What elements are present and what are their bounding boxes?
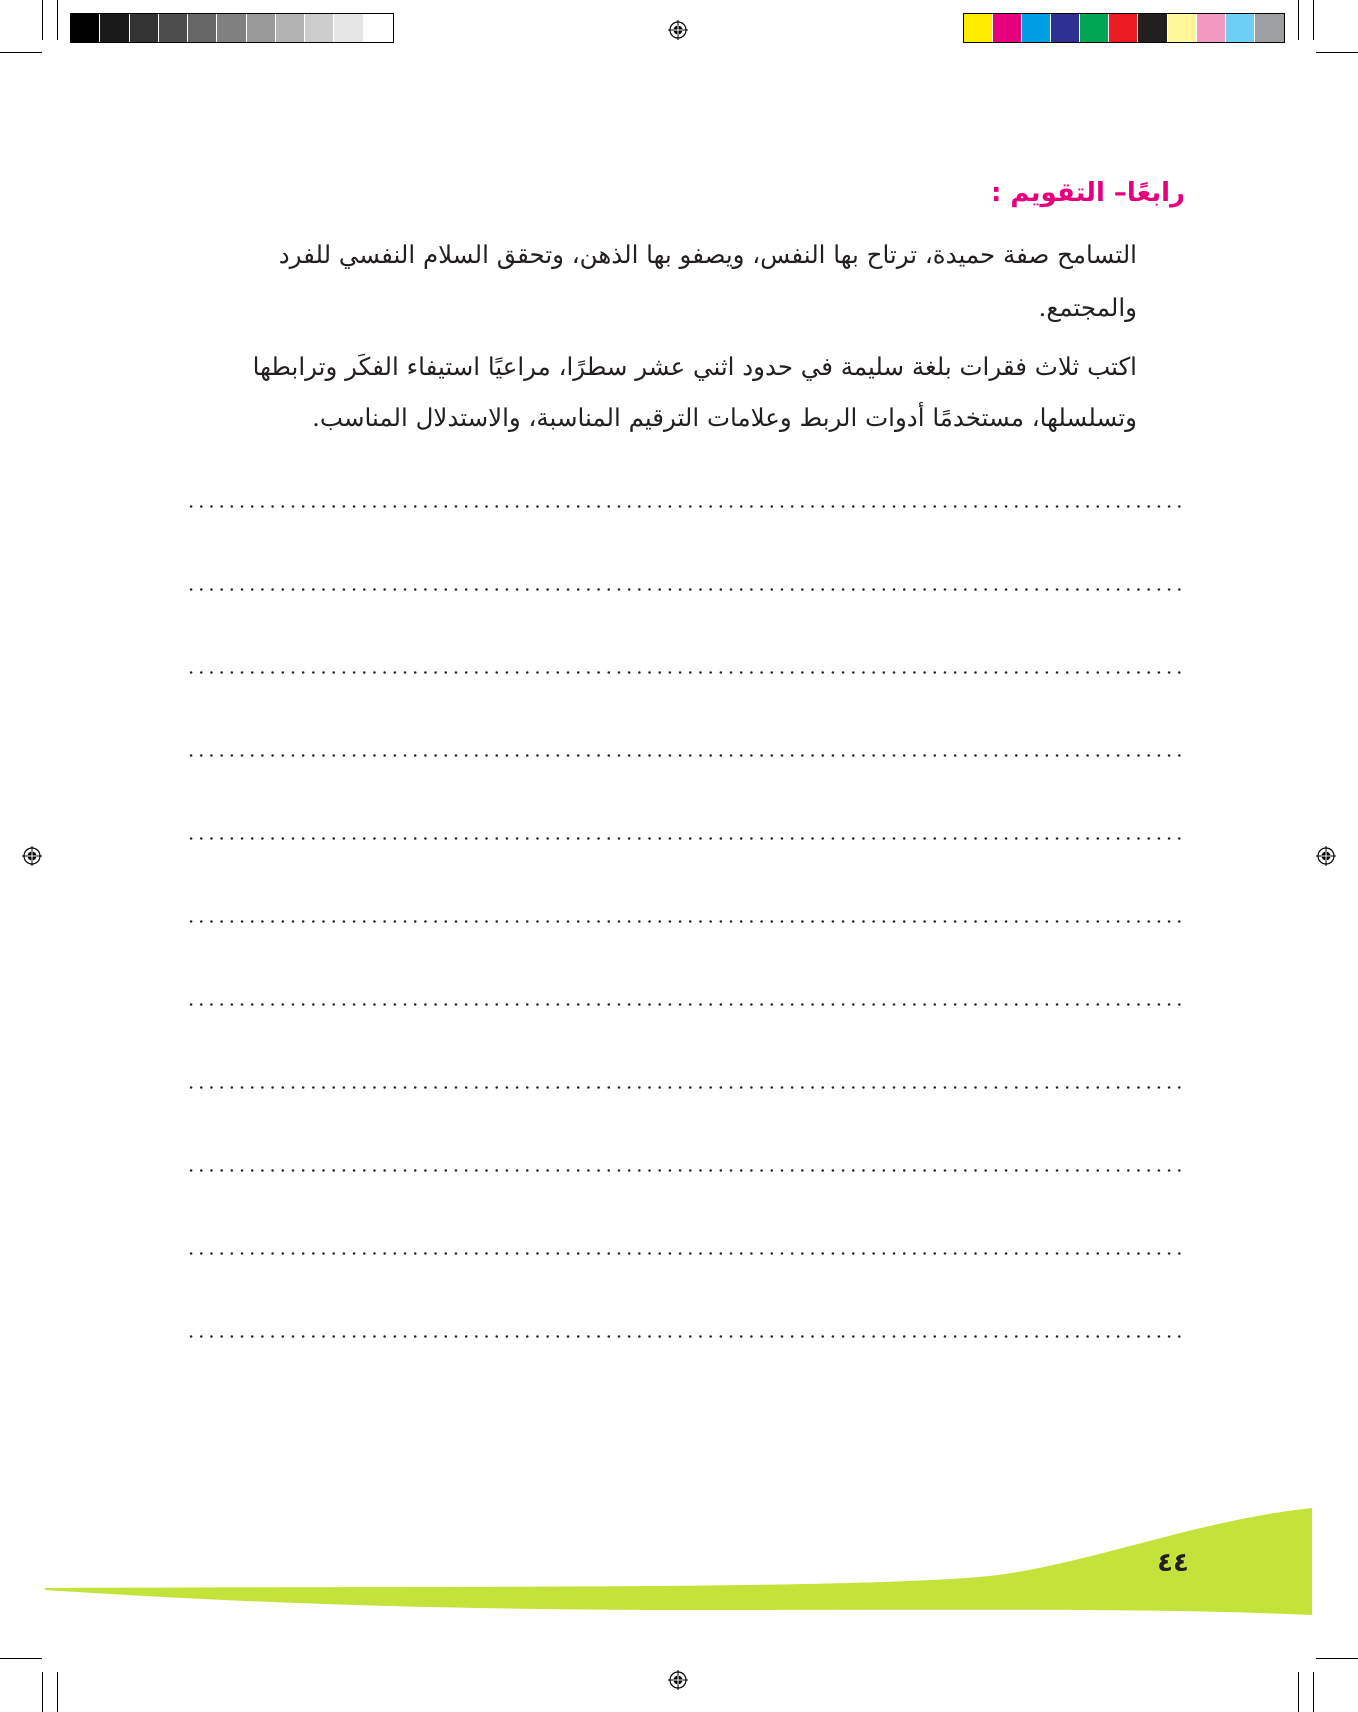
- color-swatch: [1051, 14, 1080, 42]
- answer-line[interactable]: [186, 1003, 1188, 1006]
- answer-line[interactable]: [186, 754, 1188, 757]
- crop-mark-bottom-left-v: [42, 1672, 43, 1712]
- color-swatch: [1168, 14, 1197, 42]
- grayscale-swatch: [276, 14, 305, 42]
- color-swatch: [964, 14, 993, 42]
- color-swatch: [1226, 14, 1255, 42]
- color-calibration-bar: [963, 13, 1285, 43]
- intro-line-2: والمجتمع.: [1038, 293, 1137, 322]
- crop-mark-top-left-v2: [57, 0, 58, 40]
- registration-mark-top-icon: [668, 20, 688, 40]
- answer-line[interactable]: [186, 1086, 1188, 1089]
- color-swatch: [1197, 14, 1226, 42]
- crop-mark-top-right-v: [1298, 0, 1299, 40]
- instruction-line-1: اكتب ثلاث فقرات بلغة سليمة في حدود اثني عشر سطرًا، مراعيًا استيفاء الفكَر وترابطها: [252, 352, 1137, 381]
- crop-mark-bottom-right-v2: [1313, 1672, 1314, 1712]
- instruction-line-2: وتسلسلها، مستخدمًا أدوات الربط وعلامات الترقيم المناسبة، والاستدلال المناسب.: [312, 403, 1137, 432]
- color-swatch: [1138, 14, 1167, 42]
- grayscale-swatch: [71, 14, 100, 42]
- crop-mark-top-left-v: [42, 0, 43, 40]
- intro-line-1: التسامح صفة حميدة، ترتاح بها النفس، ويصفو بها الذهن، وتحقق السلام النفسي للفرد: [278, 240, 1137, 269]
- grayscale-swatch: [364, 14, 393, 42]
- crop-mark-bottom-left-h: [0, 1658, 42, 1659]
- color-swatch: [1080, 14, 1109, 42]
- registration-mark-left-icon: [22, 846, 42, 866]
- grayscale-swatch: [130, 14, 159, 42]
- grayscale-swatch: [247, 14, 276, 42]
- answer-line[interactable]: [186, 1335, 1188, 1338]
- grayscale-swatch: [334, 14, 363, 42]
- answer-line[interactable]: [186, 588, 1188, 591]
- registration-mark-bottom-icon: [668, 1670, 688, 1690]
- color-swatch: [1022, 14, 1051, 42]
- page-number: ٤٤: [1157, 1548, 1189, 1578]
- grayscale-swatch: [159, 14, 188, 42]
- crop-mark-top-right-h: [1316, 52, 1358, 53]
- crop-mark-top-left-h: [0, 52, 42, 53]
- answer-line[interactable]: [186, 1169, 1188, 1172]
- answer-line[interactable]: [186, 671, 1188, 674]
- crop-mark-bottom-right-v: [1298, 1672, 1299, 1712]
- answer-line[interactable]: [186, 920, 1188, 923]
- grayscale-swatch: [100, 14, 129, 42]
- grayscale-swatch: [188, 14, 217, 42]
- registration-mark-right-icon: [1316, 846, 1336, 866]
- crop-mark-top-right-v2: [1313, 0, 1314, 40]
- crop-mark-bottom-right-h: [1316, 1658, 1358, 1659]
- answer-line[interactable]: [186, 505, 1188, 508]
- grayscale-swatch: [305, 14, 334, 42]
- intro-paragraph: [192, 226, 1137, 336]
- section-heading: رابعًا– التقويم :: [990, 178, 1185, 208]
- answer-line[interactable]: [186, 837, 1188, 840]
- answer-line[interactable]: [186, 1252, 1188, 1255]
- instruction-paragraph: [192, 338, 1137, 446]
- grayscale-calibration-bar: [70, 13, 394, 43]
- crop-mark-bottom-left-v2: [57, 1672, 58, 1712]
- grayscale-swatch: [217, 14, 246, 42]
- color-swatch: [993, 14, 1022, 42]
- color-swatch: [1255, 14, 1284, 42]
- color-swatch: [1109, 14, 1138, 42]
